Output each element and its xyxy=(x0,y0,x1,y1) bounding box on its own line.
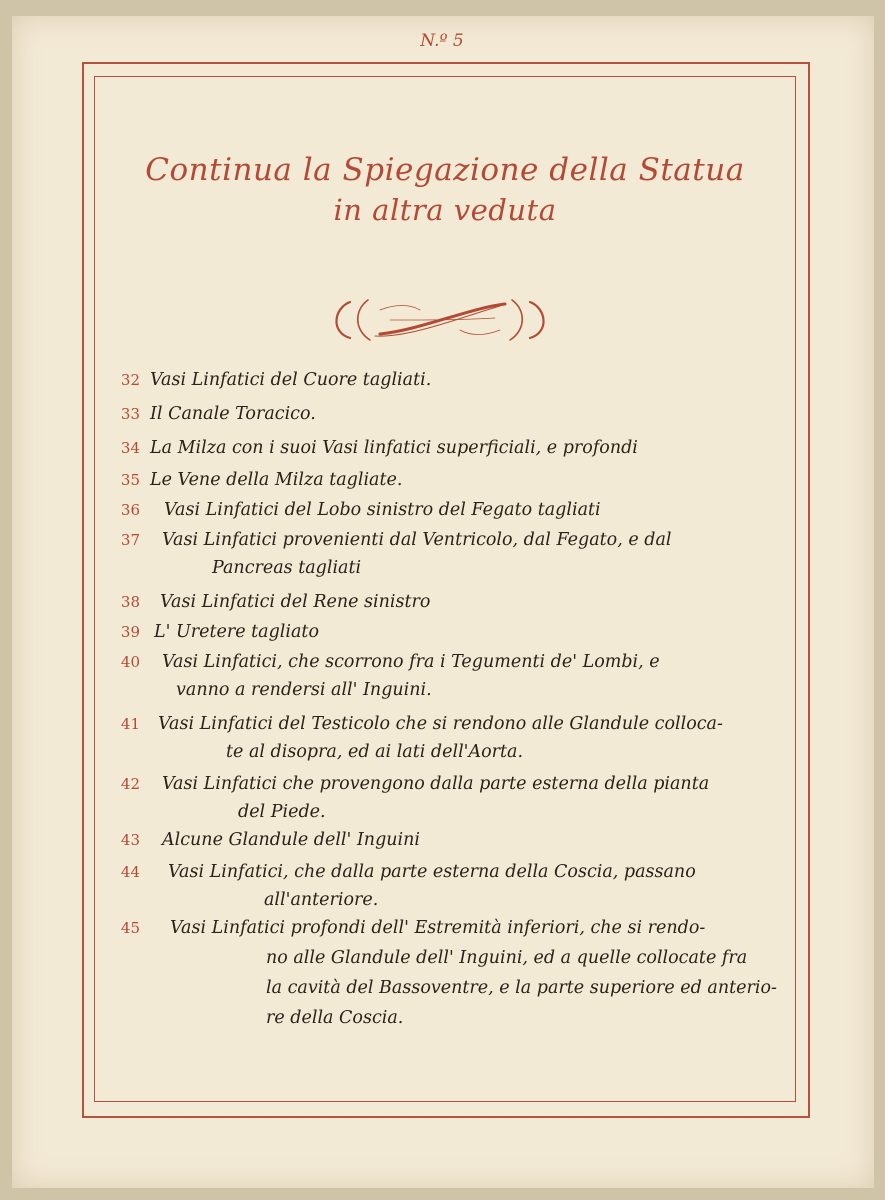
entry-text-continuation: vanno a rendersi all' Inguini. xyxy=(176,680,432,700)
entry-text: L' Uretere tagliato xyxy=(154,622,320,642)
entry-number: 41 xyxy=(120,715,140,733)
entry-number: 38 xyxy=(120,593,140,611)
entry-number: 39 xyxy=(120,623,140,641)
entry-text: Vasi Linfatici, che dalla parte esterna della Coscia, passano xyxy=(168,862,696,882)
entry-text-continuation: te al disopra, ed ai lati dell'Aorta. xyxy=(226,742,524,762)
entry-text: Alcune Glandule dell' Inguini xyxy=(162,830,421,850)
entry-text-continuation: no alle Glandule dell' Inguini, ed a quelle collocate fra xyxy=(266,948,748,968)
entry-number: 37 xyxy=(120,531,140,549)
entry-text: Vasi Linfatici profondi dell' Estremità inferiori, che si rendo- xyxy=(170,918,706,938)
entry-text-continuation: Pancreas tagliati xyxy=(212,558,362,578)
title-line-1: Continua la Spiegazione della Statua xyxy=(145,152,745,188)
entry-number: 43 xyxy=(120,831,140,849)
entry-text: Il Canale Toracico. xyxy=(150,404,316,424)
entry-number: 33 xyxy=(120,405,140,423)
calligraphic-flourish-ornament xyxy=(320,290,560,350)
entry-number: 40 xyxy=(120,653,140,671)
entry-number: 42 xyxy=(120,775,140,793)
entry-text: Vasi Linfatici del Cuore tagliati. xyxy=(150,370,432,390)
entry-text: La Milza con i suoi Vasi linfatici superficiali, e profondi xyxy=(150,438,638,458)
entry-text-continuation: del Piede. xyxy=(238,802,326,822)
sheet-number: N.º 5 xyxy=(420,31,464,51)
entry-text: Vasi Linfatici provenienti dal Ventricolo, dal Fegato, e dal xyxy=(162,530,672,550)
entry-number: 34 xyxy=(120,439,140,457)
entry-text: Vasi Linfatici del Rene sinistro xyxy=(160,592,431,612)
entry-text: Vasi Linfatici del Testicolo che si rendono alle Glandule colloca- xyxy=(158,714,723,734)
entry-number: 32 xyxy=(120,371,140,389)
entry-text: Vasi Linfatici che provengono dalla parte esterna della pianta xyxy=(162,774,710,794)
entry-text: Le Vene della Milza tagliate. xyxy=(150,470,403,490)
entry-number: 36 xyxy=(120,501,140,519)
entry-text-continuation: all'anteriore. xyxy=(264,890,379,910)
entry-text: Vasi Linfatici, che scorrono fra i Tegumenti de' Lombi, e xyxy=(162,652,660,672)
entry-text-continuation: re della Coscia. xyxy=(266,1008,404,1028)
entry-number: 35 xyxy=(120,471,140,489)
entry-text-continuation: la cavità del Bassoventre, e la parte superiore ed anterio- xyxy=(266,978,777,998)
entry-text: Vasi Linfatici del Lobo sinistro del Fegato tagliati xyxy=(164,500,601,520)
entry-number: 45 xyxy=(120,919,140,937)
title-line-2: in altra veduta xyxy=(333,193,557,227)
page-title xyxy=(100,150,790,230)
entry-number: 44 xyxy=(120,863,140,881)
